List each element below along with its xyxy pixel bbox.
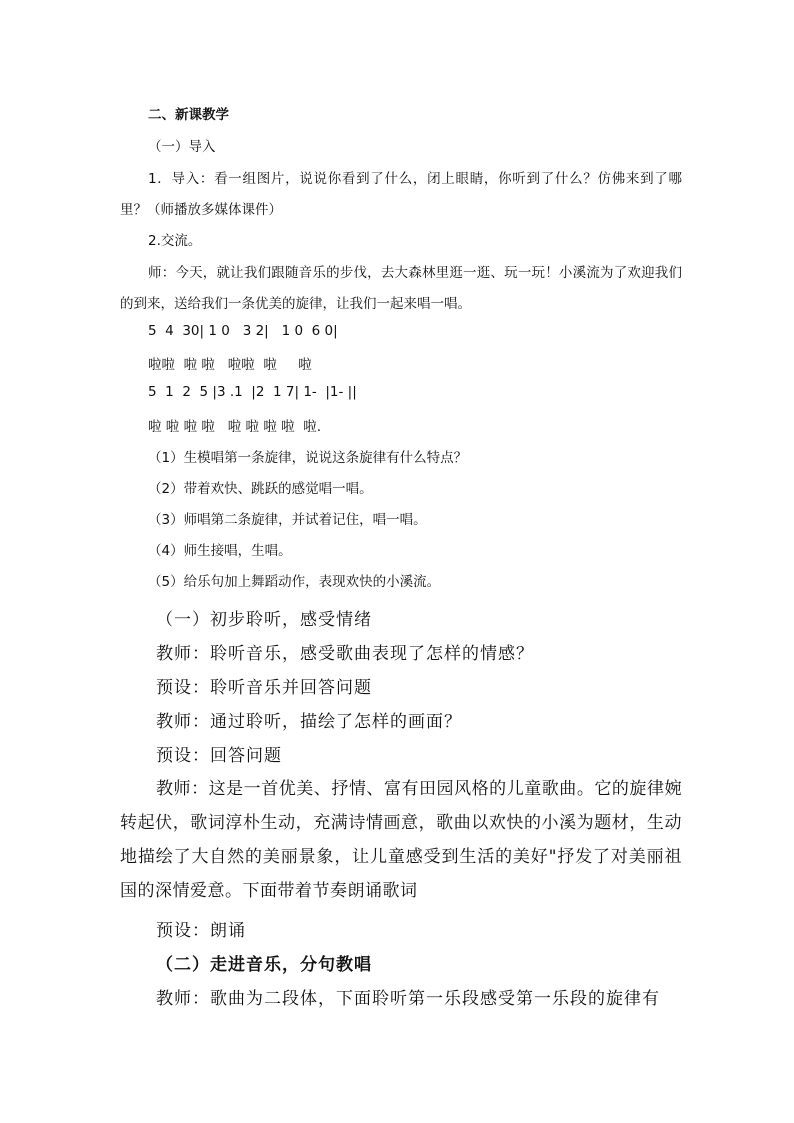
subheading-first-listening: （一）初步聆听，感受情绪: [156, 610, 372, 630]
paragraph-intro-step-2: 2.交流。: [148, 233, 202, 249]
lyrics-melody-2: 啦 啦 啦 啦 啦 啦 啦 啦 啦.: [148, 419, 321, 435]
paragraph-teacher-question-2: 教师：通过聆听，描绘了怎样的画面？: [156, 712, 462, 732]
activity-item-3: （3）师唱第二条旋律，并试着记住，唱一唱。: [148, 512, 427, 528]
activity-item-2: （2）带着欢快、跳跃的感觉唱一唱。: [148, 481, 373, 497]
paragraph-teacher-song-structure: 教师：歌曲为二段体，下面聆听第一乐段感受第一乐段的旋律有: [156, 989, 660, 1009]
paragraph-expected-answer-2: 预设：回答问题: [156, 746, 282, 766]
subheading-learning-song: （二）走进音乐，分句教唱: [156, 955, 372, 975]
activity-item-4: （4）师生接唱，生唱。: [148, 543, 292, 559]
lyrics-melody-1: 啦啦 啦 啦 啦啦 啦 啦: [148, 357, 312, 373]
notation-melody-1: 5 4 30| 1 0 3 2| 1 0 6 0|: [148, 323, 338, 339]
paragraph-song-description: 教师：这是一首优美、抒情、富有田园风格的儿童歌曲。它的旋律婉转起伏，歌词淳朴生动，充满诗情画意，歌曲以欢快的小溪为题材，生动地描绘了大自然的美丽景象，让儿童感受到生活的美好"抒发了对美丽祖国的深情爱意。下面带着节奏朗诵歌词: [120, 779, 682, 901]
section-heading-new-lesson: 二、新课教学: [148, 107, 229, 123]
paragraph-intro-step-1: 1．导入：看一组图片，说说你看到了什么，闭上眼睛，你听到了什么？仿佛来到了哪里？（师播放多媒体课件）: [120, 171, 682, 218]
activity-item-5: （5）给乐句加上舞蹈动作，表现欢快的小溪流。: [148, 574, 441, 590]
activity-item-1: （1）生模唱第一条旋律，说说这条旋律有什么特点？: [148, 450, 468, 466]
paragraph-expected-answer-3: 预设：朗诵: [156, 921, 246, 941]
paragraph-teacher-question-1: 教师：聆听音乐，感受歌曲表现了怎样的情感？: [156, 644, 534, 664]
notation-melody-2: 5 1 2 5 |3 .1 |2 1 7| 1- |1- ||: [148, 384, 357, 400]
paragraph-expected-answer-1: 预设：聆听音乐并回答问题: [156, 678, 372, 698]
subheading-intro: （一）导入: [148, 139, 216, 155]
paragraph-teacher-intro: 师：今天，就让我们跟随音乐的步伐，去大森林里逛一逛、玩一玩！小溪流为了欢迎我们的到来，送给我们一条优美的旋律，让我们一起来唱一唱。: [120, 265, 682, 312]
